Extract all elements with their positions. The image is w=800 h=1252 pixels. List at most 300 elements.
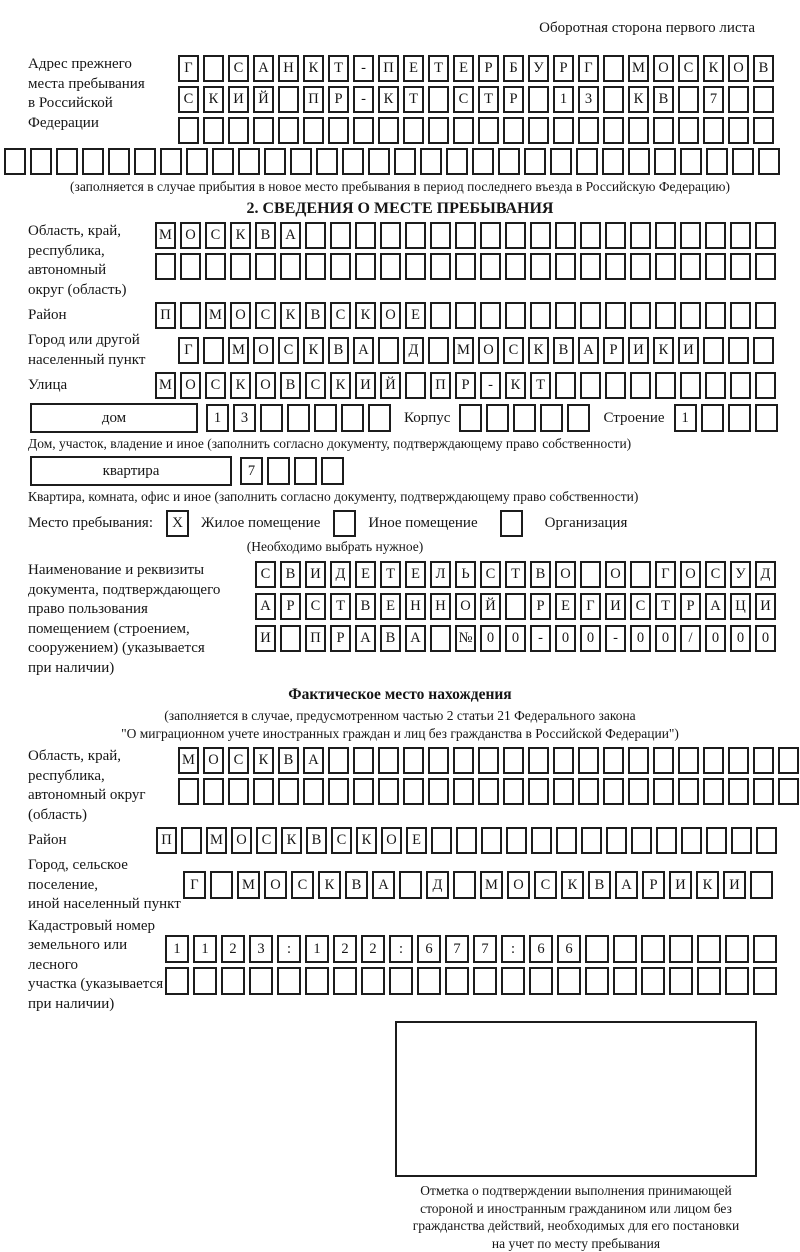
char-cell[interactable]: [556, 827, 577, 854]
char-cell[interactable]: [503, 778, 524, 805]
char-cell[interactable]: С: [330, 302, 351, 329]
char-cell[interactable]: И: [228, 86, 249, 113]
char-cell[interactable]: [555, 372, 576, 399]
char-cell[interactable]: [255, 253, 276, 280]
char-cell[interactable]: К: [505, 372, 526, 399]
char-cell[interactable]: [755, 253, 776, 280]
char-cell[interactable]: :: [277, 935, 301, 963]
char-cell[interactable]: И: [305, 561, 326, 588]
char-cell[interactable]: [501, 967, 525, 995]
char-cell[interactable]: 0: [655, 625, 676, 652]
char-cell[interactable]: [680, 148, 702, 175]
char-cell[interactable]: [585, 935, 609, 963]
char-cell[interactable]: [605, 372, 626, 399]
char-cell[interactable]: Т: [403, 86, 424, 113]
char-cell[interactable]: [405, 253, 426, 280]
char-cell[interactable]: П: [378, 55, 399, 82]
char-cell[interactable]: 6: [529, 935, 553, 963]
char-cell[interactable]: [428, 117, 449, 144]
char-cell[interactable]: [550, 148, 572, 175]
char-cell[interactable]: [280, 625, 301, 652]
char-cell[interactable]: 7: [445, 935, 469, 963]
char-cell[interactable]: [557, 967, 581, 995]
char-cell[interactable]: [287, 404, 310, 432]
char-cell[interactable]: 0: [505, 625, 526, 652]
char-cell[interactable]: С: [480, 561, 501, 588]
char-cell[interactable]: В: [553, 337, 574, 364]
char-cell[interactable]: [705, 222, 726, 249]
char-cell[interactable]: [230, 253, 251, 280]
char-cell[interactable]: -: [480, 372, 501, 399]
char-cell[interactable]: [603, 747, 624, 774]
char-cell[interactable]: [473, 967, 497, 995]
char-cell[interactable]: И: [628, 337, 649, 364]
char-cell[interactable]: О: [180, 222, 201, 249]
char-cell[interactable]: [472, 148, 494, 175]
char-cell[interactable]: [706, 148, 728, 175]
char-cell[interactable]: [212, 148, 234, 175]
char-cell[interactable]: [478, 747, 499, 774]
char-cell[interactable]: У: [528, 55, 549, 82]
char-cell[interactable]: К: [703, 55, 724, 82]
char-cell[interactable]: [603, 86, 624, 113]
char-cell[interactable]: [403, 778, 424, 805]
char-cell[interactable]: Ц: [730, 593, 751, 620]
char-cell[interactable]: В: [306, 827, 327, 854]
char-cell[interactable]: [528, 117, 549, 144]
char-cell[interactable]: 2: [221, 935, 245, 963]
char-cell[interactable]: :: [501, 935, 525, 963]
char-cell[interactable]: [305, 967, 329, 995]
char-cell[interactable]: [378, 747, 399, 774]
char-cell[interactable]: [455, 222, 476, 249]
char-cell[interactable]: Т: [428, 55, 449, 82]
char-cell[interactable]: [203, 778, 224, 805]
char-cell[interactable]: [178, 117, 199, 144]
char-cell[interactable]: [553, 747, 574, 774]
char-cell[interactable]: С: [331, 827, 352, 854]
char-cell[interactable]: К: [696, 871, 719, 899]
char-cell[interactable]: Н: [405, 593, 426, 620]
char-cell[interactable]: Р: [478, 55, 499, 82]
char-cell[interactable]: Д: [755, 561, 776, 588]
char-cell[interactable]: 6: [557, 935, 581, 963]
char-cell[interactable]: А: [280, 222, 301, 249]
char-cell[interactable]: О: [728, 55, 749, 82]
char-cell[interactable]: [613, 967, 637, 995]
char-cell[interactable]: [630, 302, 651, 329]
char-cell[interactable]: [480, 222, 501, 249]
char-cell[interactable]: [681, 827, 702, 854]
char-cell[interactable]: О: [380, 302, 401, 329]
char-cell[interactable]: Ь: [455, 561, 476, 588]
char-cell[interactable]: [641, 935, 665, 963]
char-cell[interactable]: [606, 827, 627, 854]
char-cell[interactable]: [186, 148, 208, 175]
char-cell[interactable]: С: [205, 372, 226, 399]
char-cell[interactable]: Р: [330, 625, 351, 652]
char-cell[interactable]: [703, 747, 724, 774]
char-cell[interactable]: [155, 253, 176, 280]
char-cell[interactable]: [316, 148, 338, 175]
char-cell[interactable]: С: [205, 222, 226, 249]
char-cell[interactable]: С: [291, 871, 314, 899]
char-cell[interactable]: К: [318, 871, 341, 899]
char-cell[interactable]: [430, 253, 451, 280]
char-cell[interactable]: Й: [380, 372, 401, 399]
char-cell[interactable]: Л: [430, 561, 451, 588]
char-cell[interactable]: [613, 935, 637, 963]
char-cell[interactable]: Т: [505, 561, 526, 588]
char-cell[interactable]: [653, 778, 674, 805]
char-cell[interactable]: /: [680, 625, 701, 652]
char-cell[interactable]: [728, 404, 751, 432]
char-cell[interactable]: [505, 222, 526, 249]
char-cell[interactable]: Г: [578, 55, 599, 82]
char-cell[interactable]: П: [155, 302, 176, 329]
char-cell[interactable]: М: [480, 871, 503, 899]
char-cell[interactable]: [228, 778, 249, 805]
apartment-type-box[interactable]: квартира: [30, 456, 232, 486]
char-cell[interactable]: Е: [355, 561, 376, 588]
char-cell[interactable]: [524, 148, 546, 175]
char-cell[interactable]: [730, 302, 751, 329]
char-cell[interactable]: [730, 253, 751, 280]
char-cell[interactable]: 2: [333, 935, 357, 963]
char-cell[interactable]: [778, 778, 799, 805]
char-cell[interactable]: :: [389, 935, 413, 963]
char-cell[interactable]: К: [378, 86, 399, 113]
house-type-box[interactable]: дом: [30, 403, 198, 433]
char-cell[interactable]: Р: [680, 593, 701, 620]
char-cell[interactable]: [585, 967, 609, 995]
char-cell[interactable]: Д: [426, 871, 449, 899]
char-cell[interactable]: М: [155, 222, 176, 249]
char-cell[interactable]: 3: [578, 86, 599, 113]
char-cell[interactable]: [403, 747, 424, 774]
char-cell[interactable]: [267, 457, 290, 485]
char-cell[interactable]: П: [430, 372, 451, 399]
char-cell[interactable]: [753, 337, 774, 364]
char-cell[interactable]: [669, 967, 693, 995]
char-cell[interactable]: С: [256, 827, 277, 854]
char-cell[interactable]: [205, 253, 226, 280]
char-cell[interactable]: М: [228, 337, 249, 364]
char-cell[interactable]: [4, 148, 26, 175]
char-cell[interactable]: [328, 747, 349, 774]
char-cell[interactable]: [755, 222, 776, 249]
char-cell[interactable]: [530, 253, 551, 280]
char-cell[interactable]: [603, 778, 624, 805]
char-cell[interactable]: [108, 148, 130, 175]
char-cell[interactable]: [697, 935, 721, 963]
char-cell[interactable]: Е: [380, 593, 401, 620]
char-cell[interactable]: Р: [455, 372, 476, 399]
char-cell[interactable]: М: [205, 302, 226, 329]
char-cell[interactable]: У: [730, 561, 751, 588]
char-cell[interactable]: 0: [630, 625, 651, 652]
char-cell[interactable]: [134, 148, 156, 175]
char-cell[interactable]: Е: [405, 561, 426, 588]
char-cell[interactable]: И: [255, 625, 276, 652]
char-cell[interactable]: [628, 148, 650, 175]
char-cell[interactable]: [555, 253, 576, 280]
char-cell[interactable]: [278, 86, 299, 113]
char-cell[interactable]: [355, 222, 376, 249]
char-cell[interactable]: [405, 372, 426, 399]
char-cell[interactable]: [753, 778, 774, 805]
char-cell[interactable]: Н: [430, 593, 451, 620]
char-cell[interactable]: М: [155, 372, 176, 399]
char-cell[interactable]: О: [680, 561, 701, 588]
char-cell[interactable]: С: [534, 871, 557, 899]
char-cell[interactable]: 7: [473, 935, 497, 963]
char-cell[interactable]: [731, 827, 752, 854]
char-cell[interactable]: [328, 117, 349, 144]
char-cell[interactable]: [578, 117, 599, 144]
char-cell[interactable]: [730, 372, 751, 399]
char-cell[interactable]: [305, 253, 326, 280]
char-cell[interactable]: [680, 222, 701, 249]
char-cell[interactable]: О: [478, 337, 499, 364]
char-cell[interactable]: А: [355, 625, 376, 652]
char-cell[interactable]: В: [278, 747, 299, 774]
char-cell[interactable]: [403, 117, 424, 144]
char-cell[interactable]: Р: [553, 55, 574, 82]
char-cell[interactable]: Т: [380, 561, 401, 588]
char-cell[interactable]: [581, 827, 602, 854]
char-cell[interactable]: С: [178, 86, 199, 113]
char-cell[interactable]: К: [230, 222, 251, 249]
char-cell[interactable]: С: [228, 55, 249, 82]
char-cell[interactable]: Д: [403, 337, 424, 364]
char-cell[interactable]: [703, 778, 724, 805]
char-cell[interactable]: [750, 871, 773, 899]
char-cell[interactable]: Е: [453, 55, 474, 82]
char-cell[interactable]: П: [303, 86, 324, 113]
char-cell[interactable]: -: [605, 625, 626, 652]
char-cell[interactable]: О: [555, 561, 576, 588]
char-cell[interactable]: [669, 935, 693, 963]
char-cell[interactable]: О: [605, 561, 626, 588]
char-cell[interactable]: Т: [328, 55, 349, 82]
char-cell[interactable]: [30, 148, 52, 175]
char-cell[interactable]: [486, 404, 509, 432]
char-cell[interactable]: [368, 404, 391, 432]
char-cell[interactable]: Т: [478, 86, 499, 113]
char-cell[interactable]: А: [255, 593, 276, 620]
char-cell[interactable]: [641, 967, 665, 995]
char-cell[interactable]: [505, 593, 526, 620]
char-cell[interactable]: К: [203, 86, 224, 113]
char-cell[interactable]: [655, 372, 676, 399]
char-cell[interactable]: 1: [674, 404, 697, 432]
char-cell[interactable]: Н: [278, 55, 299, 82]
char-cell[interactable]: [203, 337, 224, 364]
char-cell[interactable]: О: [231, 827, 252, 854]
char-cell[interactable]: 3: [233, 404, 256, 432]
char-cell[interactable]: О: [253, 337, 274, 364]
char-cell[interactable]: С: [678, 55, 699, 82]
char-cell[interactable]: -: [530, 625, 551, 652]
char-cell[interactable]: [430, 625, 451, 652]
char-cell[interactable]: Й: [480, 593, 501, 620]
char-cell[interactable]: [290, 148, 312, 175]
char-cell[interactable]: [703, 337, 724, 364]
char-cell[interactable]: В: [328, 337, 349, 364]
char-cell[interactable]: [678, 747, 699, 774]
char-cell[interactable]: [756, 827, 777, 854]
char-cell[interactable]: [728, 747, 749, 774]
char-cell[interactable]: 1: [305, 935, 329, 963]
char-cell[interactable]: [193, 967, 217, 995]
char-cell[interactable]: [654, 148, 676, 175]
char-cell[interactable]: [753, 117, 774, 144]
char-cell[interactable]: О: [230, 302, 251, 329]
char-cell[interactable]: [355, 253, 376, 280]
char-cell[interactable]: С: [278, 337, 299, 364]
char-cell[interactable]: О: [455, 593, 476, 620]
char-cell[interactable]: [203, 117, 224, 144]
char-cell[interactable]: 0: [755, 625, 776, 652]
char-cell[interactable]: [498, 148, 520, 175]
char-cell[interactable]: [480, 253, 501, 280]
char-cell[interactable]: [628, 778, 649, 805]
char-cell[interactable]: [530, 302, 551, 329]
char-cell[interactable]: [580, 222, 601, 249]
char-cell[interactable]: [603, 55, 624, 82]
char-cell[interactable]: [732, 148, 754, 175]
char-cell[interactable]: [531, 827, 552, 854]
char-cell[interactable]: [630, 253, 651, 280]
char-cell[interactable]: [378, 117, 399, 144]
char-cell[interactable]: [701, 404, 724, 432]
char-cell[interactable]: [605, 222, 626, 249]
char-cell[interactable]: 2: [361, 935, 385, 963]
stay-type-checkbox-organization[interactable]: [500, 510, 523, 537]
char-cell[interactable]: [430, 222, 451, 249]
char-cell[interactable]: [506, 827, 527, 854]
char-cell[interactable]: М: [178, 747, 199, 774]
char-cell[interactable]: [753, 935, 777, 963]
char-cell[interactable]: [503, 117, 524, 144]
char-cell[interactable]: [480, 302, 501, 329]
char-cell[interactable]: [628, 117, 649, 144]
char-cell[interactable]: [455, 253, 476, 280]
char-cell[interactable]: [630, 372, 651, 399]
char-cell[interactable]: [580, 561, 601, 588]
char-cell[interactable]: [680, 302, 701, 329]
char-cell[interactable]: М: [453, 337, 474, 364]
char-cell[interactable]: А: [405, 625, 426, 652]
char-cell[interactable]: Т: [330, 593, 351, 620]
char-cell[interactable]: [228, 117, 249, 144]
char-cell[interactable]: [278, 778, 299, 805]
char-cell[interactable]: Р: [603, 337, 624, 364]
char-cell[interactable]: [314, 404, 337, 432]
char-cell[interactable]: [303, 778, 324, 805]
char-cell[interactable]: [530, 222, 551, 249]
char-cell[interactable]: [165, 967, 189, 995]
char-cell[interactable]: [680, 253, 701, 280]
char-cell[interactable]: К: [281, 827, 302, 854]
char-cell[interactable]: [321, 457, 344, 485]
char-cell[interactable]: [277, 967, 301, 995]
char-cell[interactable]: [278, 117, 299, 144]
char-cell[interactable]: И: [678, 337, 699, 364]
char-cell[interactable]: Г: [580, 593, 601, 620]
char-cell[interactable]: [605, 302, 626, 329]
char-cell[interactable]: [605, 253, 626, 280]
char-cell[interactable]: А: [353, 337, 374, 364]
char-cell[interactable]: Г: [655, 561, 676, 588]
char-cell[interactable]: О: [381, 827, 402, 854]
char-cell[interactable]: [555, 302, 576, 329]
char-cell[interactable]: [342, 148, 364, 175]
char-cell[interactable]: [703, 117, 724, 144]
char-cell[interactable]: 0: [580, 625, 601, 652]
char-cell[interactable]: [238, 148, 260, 175]
char-cell[interactable]: [728, 86, 749, 113]
char-cell[interactable]: [528, 86, 549, 113]
char-cell[interactable]: [180, 253, 201, 280]
char-cell[interactable]: С: [305, 372, 326, 399]
char-cell[interactable]: [567, 404, 590, 432]
char-cell[interactable]: [455, 302, 476, 329]
char-cell[interactable]: [631, 827, 652, 854]
char-cell[interactable]: М: [628, 55, 649, 82]
char-cell[interactable]: [303, 117, 324, 144]
char-cell[interactable]: Т: [655, 593, 676, 620]
stay-type-checkbox-other[interactable]: [333, 510, 356, 537]
char-cell[interactable]: [706, 827, 727, 854]
char-cell[interactable]: К: [303, 337, 324, 364]
char-cell[interactable]: [394, 148, 416, 175]
char-cell[interactable]: [333, 967, 357, 995]
char-cell[interactable]: Е: [405, 302, 426, 329]
char-cell[interactable]: В: [305, 302, 326, 329]
stay-type-checkbox-residential[interactable]: X: [166, 510, 189, 537]
char-cell[interactable]: И: [755, 593, 776, 620]
char-cell[interactable]: Р: [280, 593, 301, 620]
char-cell[interactable]: К: [561, 871, 584, 899]
char-cell[interactable]: [341, 404, 364, 432]
char-cell[interactable]: [553, 778, 574, 805]
char-cell[interactable]: И: [355, 372, 376, 399]
char-cell[interactable]: К: [230, 372, 251, 399]
char-cell[interactable]: [160, 148, 182, 175]
char-cell[interactable]: [630, 222, 651, 249]
char-cell[interactable]: М: [206, 827, 227, 854]
char-cell[interactable]: [705, 372, 726, 399]
char-cell[interactable]: №: [455, 625, 476, 652]
char-cell[interactable]: [353, 747, 374, 774]
char-cell[interactable]: К: [330, 372, 351, 399]
char-cell[interactable]: [380, 253, 401, 280]
char-cell[interactable]: [602, 148, 624, 175]
char-cell[interactable]: [328, 778, 349, 805]
char-cell[interactable]: [603, 117, 624, 144]
char-cell[interactable]: [653, 747, 674, 774]
char-cell[interactable]: В: [753, 55, 774, 82]
char-cell[interactable]: С: [503, 337, 524, 364]
char-cell[interactable]: 0: [730, 625, 751, 652]
char-cell[interactable]: К: [356, 827, 377, 854]
char-cell[interactable]: [481, 827, 502, 854]
char-cell[interactable]: [253, 117, 274, 144]
char-cell[interactable]: [528, 747, 549, 774]
char-cell[interactable]: [210, 871, 233, 899]
